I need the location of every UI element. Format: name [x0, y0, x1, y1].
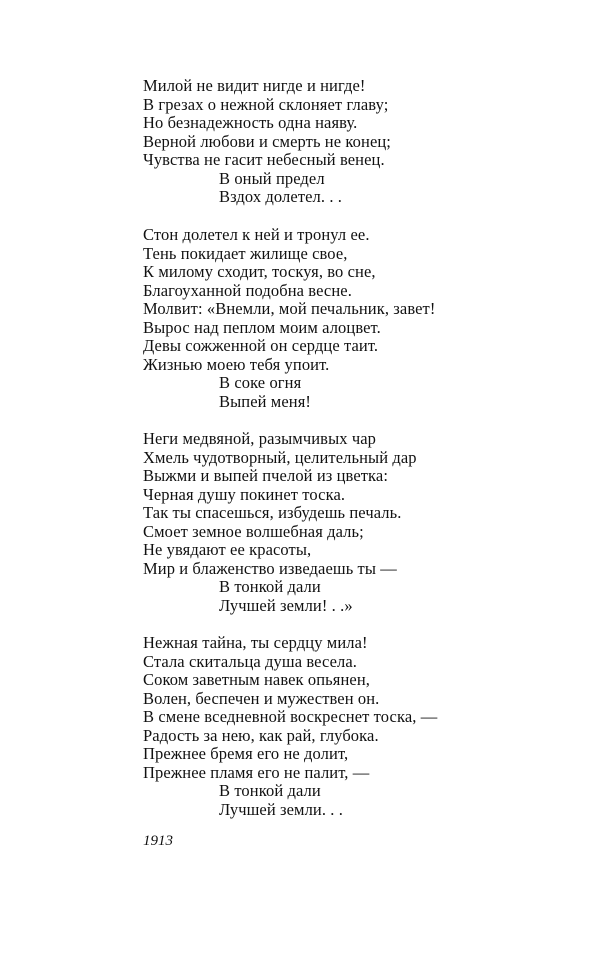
poem-line: Чувства не гасит небесный венец.: [143, 150, 385, 169]
poem-line: Стон долетел к ней и тронул ее.: [143, 225, 370, 244]
poem-line: Неги медвяной, разымчивых чар: [143, 429, 376, 448]
poem-line: В тонкой дали: [219, 781, 321, 800]
poem-line: Черная душу покинет тоска.: [143, 484, 346, 504]
poem-line: Лучшей земли! . .»: [219, 595, 353, 615]
stanza-2: [143, 226, 563, 411]
poem-line: Жизнью моею тебя упоит.: [143, 354, 330, 374]
poem-line: Нежная тайна, ты сердцу мила!: [143, 633, 368, 652]
stanza-3: [143, 430, 563, 615]
poem-line: Лучшей земли. . .: [219, 799, 343, 819]
poem-line: Выпей меня!: [219, 391, 311, 411]
poem-line: В тонкой дали: [219, 577, 321, 596]
poem-line: Смоет земное волшебная даль;: [143, 521, 364, 541]
poem-line: Радость за нею, как рай, глубока.: [143, 725, 379, 745]
poem-line: Но безнадежность одна наяву.: [143, 113, 358, 132]
poem-line: Выжми и выпей пчелой из цветка:: [143, 466, 389, 485]
poem-line: В соке огня: [219, 373, 302, 392]
poem-line: Вырос над пеплом моим алоцвет.: [143, 317, 381, 337]
poem-line: Прежнее пламя его не палит, —: [143, 762, 370, 782]
poem-date: 1913: [143, 833, 173, 849]
poem-line: Девы сожженной он сердце таит.: [143, 336, 379, 355]
poem-line: Волен, беспечен и мужествен он.: [143, 688, 380, 708]
poem-line: Хмель чудотворный, целительный дар: [143, 447, 417, 467]
stanza-4: [143, 634, 563, 819]
poem-line: Тень покидает жилище свое,: [143, 243, 348, 263]
poem-line: Верной любови и смерть не конец;: [143, 131, 391, 151]
stanza-1: [143, 77, 563, 207]
poem-line: Стала скитальца душа весела.: [143, 651, 357, 671]
poem-line: Прежнее бремя его не долит,: [143, 744, 349, 763]
poem-line: В смене вседневной воскреснет тоска, —: [143, 707, 438, 726]
poem-line: Вздох долетел. . .: [219, 187, 343, 206]
poem-line: Соком заветным навек опьянен,: [143, 670, 371, 689]
poem-line: Так ты спасешься, избудешь печаль.: [143, 503, 402, 522]
poem-line: К милому сходит, тоскуя, во сне,: [143, 262, 376, 281]
poem-line: В грезах о нежной склоняет главу;: [143, 94, 389, 114]
poem-line: Не увядают ее красоты,: [143, 540, 312, 559]
poem-line: В оный предел: [219, 168, 325, 188]
poem-line: Мир и блаженство изведаешь ты —: [143, 558, 397, 578]
poem-line: Милой не видит нигде и нигде!: [143, 76, 366, 95]
poem-line: Молвит: «Внемли, мой печальник, завет!: [143, 299, 436, 318]
poem-line: Благоуханной подобна весне.: [143, 280, 352, 300]
